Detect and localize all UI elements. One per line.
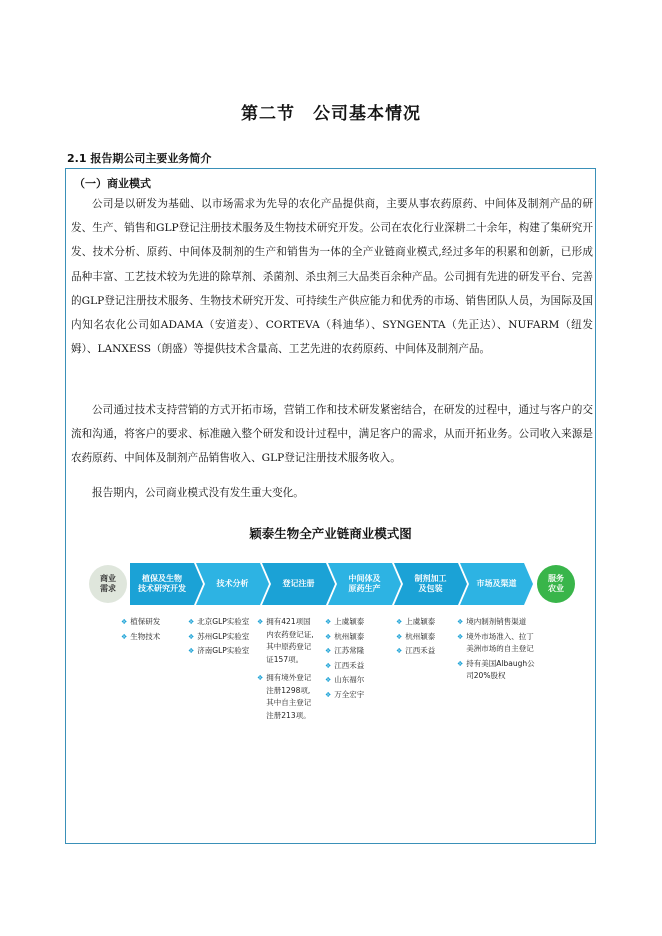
chevron-label-5: 制剂加工 及包装: [414, 574, 447, 593]
stage-item: [257, 672, 314, 722]
stage-column-3: [257, 616, 314, 722]
paragraph-marketing: 公司通过技术支持营销的方式开拓市场，营销工作和技术研发紧密结合，在研发的过程中，通过与客户的交流和沟通，将客户的要求、标准融入整个研发和设计过程中，满足客户的需求，从而开拓业务。公司收入来源是农药原药、中间体及制剂产品销售收入、GLP登记注册技术服务收入。: [71, 404, 593, 465]
check-bullet-icon: ❖: [457, 659, 464, 668]
check-bullet-icon: ❖: [457, 632, 464, 641]
stage-item-text: 江西禾益: [334, 660, 365, 670]
stage-item: [396, 616, 435, 629]
check-bullet-icon: ❖: [325, 618, 332, 626]
stage-item: [457, 658, 535, 683]
check-bullet-icon: ❖: [325, 690, 332, 699]
stage-item-text: 上虞颖泰: [334, 617, 365, 626]
stage-item: [457, 631, 535, 656]
check-bullet-icon: ❖: [121, 632, 128, 641]
stage-item: [257, 616, 314, 666]
stage-item: [121, 631, 160, 644]
stage-item-text: 境内制剂销售渠道: [466, 617, 527, 626]
stage-column-4: [325, 616, 364, 701]
page-title: 第二节 公司基本情况: [241, 104, 421, 124]
check-bullet-icon: ❖: [188, 647, 195, 655]
check-bullet-icon: ❖: [121, 618, 128, 626]
stage-item-text: 境外市场准入、拉丁 美洲市场的自主登记: [466, 631, 534, 653]
stage-item-text: 万全宏宇: [334, 689, 365, 699]
stage-item-text: 杭州颖泰: [334, 631, 365, 641]
stage-item: [457, 616, 535, 629]
stage-item-text: 拥有421项国 内农药登记证, 其中原药登记 证157项。: [266, 617, 314, 664]
stage-item-text: 山东福尔: [334, 675, 365, 684]
stage-item-text: 济南GLP实验室: [197, 646, 250, 655]
stage-item: [396, 645, 435, 658]
check-bullet-icon: ❖: [457, 618, 464, 626]
check-bullet-icon: ❖: [325, 632, 332, 641]
stage-item-text: 江西禾益: [405, 646, 436, 655]
check-bullet-icon: ❖: [188, 618, 195, 626]
paragraph-no-change: 报告期内，公司商业模式没有发生重大变化。: [92, 487, 304, 499]
business-model-box: [65, 168, 596, 844]
chevron-label-2: 技术分析: [216, 579, 249, 588]
box-heading: （一）商业模式: [74, 177, 151, 190]
stage-item-text: 生物技术: [130, 631, 161, 641]
value-chain-diagram: [86, 563, 581, 605]
stage-item: [121, 616, 160, 629]
stage-column-5: [396, 616, 435, 658]
stage-item-text: 植保研发: [130, 617, 161, 626]
stage-item: [325, 631, 364, 644]
check-bullet-icon: ❖: [325, 676, 332, 684]
stage-item: [188, 616, 249, 629]
check-bullet-icon: ❖: [396, 632, 403, 641]
stage-column-1: [121, 616, 160, 643]
stage-item: [396, 631, 435, 644]
stage-item: [325, 645, 364, 658]
stage-item: [188, 645, 249, 658]
stage-item-text: 杭州颖泰: [405, 631, 436, 641]
stage-column-6: [457, 616, 535, 683]
stage-item: [325, 689, 364, 702]
stage-item-text: 拥有境外登记 注册1298项, 其中自主登记 注册213项。: [266, 673, 312, 720]
check-bullet-icon: ❖: [188, 632, 195, 641]
stage-column-2: [188, 616, 249, 658]
paragraph-business-overview: 公司是以研发为基础、以市场需求为先导的农化产品提供商，主要从事农药原药、中间体及制剂产品的研发、生产、销售和GLP登记注册技术服务及生物技术研究开发。公司在农化行业深耕二十余年，构建了集研究开发、技术分析、原药、中间体及制剂的生产和销售为一体的全产业链商业模式,经过多年的积累和创新，已形成品种丰富、工艺技术较为先进的除草剂、杀菌剂、杀虫剂三大品类百余种产品。公司拥有先进的研发平台、完善的GLP登记注册技术服务、生物技术研究开发、可持续生产供应能力和优秀的市场、销售团队人员，为国际及国内知名农化公司如ADAMA（安道麦）、CORTEVA（科迪华）、SYNGENTA（先正达）、NUFARM（纽发姆）、LANXESS（朗盛）等提供技术含量高、工艺先进的农药原药、中间体及制剂产品。: [71, 198, 593, 356]
stage-item: [325, 674, 364, 687]
end-circle-serve-agriculture: 服务 农业: [537, 565, 575, 603]
check-bullet-icon: ❖: [325, 647, 332, 655]
stage-item-text: 苏州GLP实验室: [197, 631, 250, 641]
check-bullet-icon: ❖: [325, 661, 332, 670]
check-bullet-icon: ❖: [257, 674, 264, 682]
check-bullet-icon: ❖: [396, 618, 403, 626]
stage-item: [325, 660, 364, 673]
chevron-label-1: 植保及生物 技术研究开发: [138, 574, 186, 593]
stage-item: [188, 631, 249, 644]
chevron-label-6: 市场及渠道: [476, 579, 517, 588]
stage-item-text: 江苏常隆: [334, 646, 365, 655]
start-circle-business-demand: 商业 需求: [89, 565, 127, 603]
check-bullet-icon: ❖: [396, 647, 403, 655]
subsection-title: 2.1 报告期公司主要业务简介: [67, 152, 212, 165]
stage-item-text: 持有美国Albaugh公 司20%股权: [466, 658, 535, 680]
chevron-label-3: 登记注册: [282, 579, 315, 588]
stage-item-text: 北京GLP实验室: [197, 617, 250, 626]
stage-item-text: 上虞颖泰: [405, 617, 436, 626]
check-bullet-icon: ❖: [257, 618, 264, 626]
diagram-title: 颖泰生物全产业链商业模式图: [249, 526, 412, 541]
stage-item: [325, 616, 364, 629]
chevron-label-4: 中间体及 原药生产: [348, 574, 381, 593]
